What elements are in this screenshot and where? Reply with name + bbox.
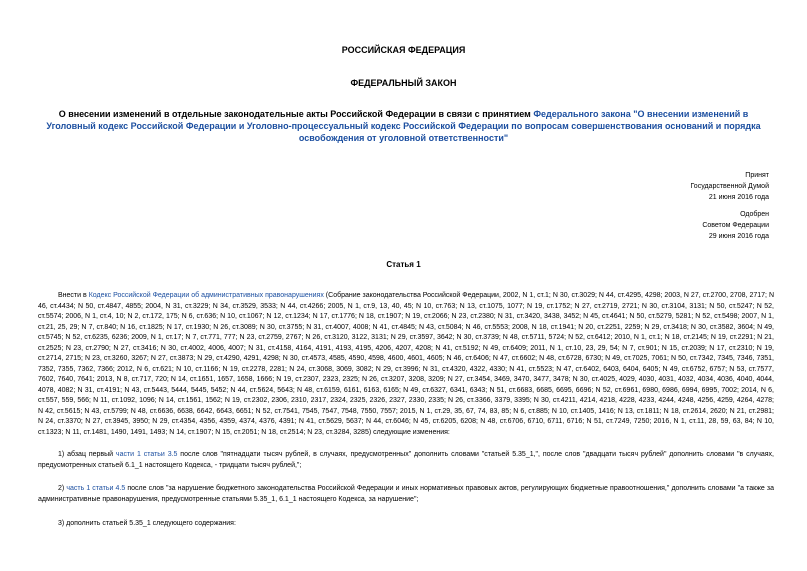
intro-prefix: Внести в (58, 292, 89, 299)
accepted-label: Принят (745, 172, 769, 179)
adoption-accepted (690, 170, 769, 203)
article-item-2 (38, 484, 774, 505)
article-item-1 (38, 450, 774, 471)
law-type-heading: ФЕДЕРАЛЬНЫЙ ЗАКОН (350, 78, 457, 88)
item2-body: после слов "за нарушение бюджетного законодательства Российской Федерации и иных нормативных правовых актов, регулирующих бюджетные правоотношения," дополнить словами "а также за административные правонарушения, предусмотренные статьями 5.35_1, 6.1_1 настоящего Кодекса, за нарушение"; (38, 485, 774, 503)
country-heading: РОССИЙСКАЯ ФЕДЕРАЦИЯ (341, 45, 466, 55)
accepted-date: 21 июня 2016 года (708, 194, 769, 201)
law-title (35, 108, 772, 144)
adoption-approved (702, 209, 769, 242)
approved-label: Одобрен (740, 211, 769, 218)
item2-link[interactable]: часть 1 статьи 4.5 (66, 485, 126, 492)
koap-link[interactable]: Кодекс Российской Федерации об административных правонарушениях (88, 292, 324, 299)
item1-prefix: 1) абзац первый (58, 451, 116, 458)
intro-body: (Собрание законодательства Российской Федерации, 2002, N 1, ст.1; N 30, ст.3029; N 44, ст.4295, 4298; 2003, N 27, ст.2700, 2708, 2717; N 46, ст.4434; N 50, ст.4847, 4855; 2004, N 31, ст.3229; N 34, ст.3529, 3533; N 44, ст.4266; 2005, N 1, ст.9, 13, 40, 45; N 10, ст.763; N 13, ст.1075, 1077; N 19, ст.1752; N 27, ст.2719, 2721; N 30, ст.3104, 3131; N 50, ст.5247; N 52, ст.5574; 2006, N 1, ст.4, 10; N 2, ст.172, 175; N 6, ст.636; N 10, ст.1067; N 12, ст.1234; N 17, ст.1776; N 18, ст.1907; N 19, ст.2066; N 23, ст.2380; N 31, ст.3420, 3438, 3452; N 45, ст.4641; N 50, ст.5279, 5281; N 52, ст.5498; 2007, N 1, ст.21, 25, 29; N 7, ст.840; N 16, ст.1825; N 17, ст.1930; N 26, ст.3089; N 30, ст.3755; N 31, ст.4007, 4008; N 41, ст.4845; N 43, ст.5084; N 46, ст.5553; 2008, N 18, ст.1941; N 20, ст.2251, 2259; N 29, ст.3418; N 30, ст.3582, 3604; N 49, ст.5745; N 52, ст.6235, 6236; 2009, N 1, ст.17; N 7, ст.771, 777; N 23, ст.2759, 2767; N 26, ст.3120, 3122, 3131; N 29, ст.3597, 3642; N 30, ст.3739; N 48, ст.5711, 5724; N 52, ст.6412; 2010, N 1, ст.1; N 18, ст.2145; N 19, ст.2291; N 21, ст.2525; N 23, ст.2790; N 27, ст.3416; N 30, ст.4002, 4006, 4007; N 31, ст.4158, 4164, 4191, 4193, 4195, 4206, 4207, 4208; N 41, ст.5192; N 49, ст.6409; 2011, N 1, ст.10, 23, 29, 54; N 7, ст.901; N 15, ст.2039; N 17, ст.2310; N 19, ст.2714, 2715; N 23, ст.3260, 3267; N 27, ст.3873; N 29, ст.4290, 4291, 4298; N 30, ст.4573, 4585, 4590, 4598, 4600, 4601, 4605; N 46, ст.6406; N 47, ст.6602; N 48, ст.6728, 6730; N 49, ст.7025, 7061; N 50, ст.7342, 7345, 7346, 7351, 7352, 7355, 7362, 7366; 2012, N 6, ст.621; N 10, ст.1166; N 19, ст.2278, 2281; N 24, ст.3068, 3069, 3082; N 29, ст.3996; N 31, ст.4320, 4322, 4330; N 41, ст.5523; N 47, ст.6402, 6403, 6404, 6405; N 49, ст.6752, 6757; N 53, ст.7577, 7602, 7640, 7641; 2013, N 8, ст.717, 720; N 14, ст.1651, 1657, 1658, 1666; N 19, ст.2307, 2323, 2325; N 26, ст.3207, 3208, 3209; N 27, ст.3454, 3469, 3470, 3477, 3478; N 30, ст.4025, 4029, 4030, 4031, 4032, 4034, 4036, 4040, 4044, 4078, 4082; N 31, ст.4191; N 43, ст.5443, 5444, 5445, 5452; N 44, ст.5624, 5643; N 48, ст.6159, 6161, 6163, 6165; N 49, ст.6327, 6341, 6343; N 51, ст.6683, 6685, 6695, 6696; N 52, ст.6961, 6980, 6986, 6994, 6995, 7002; 2014, N 6, ст.557, 559, 566; N 11, ст.1092, 1096; N 14, ст.1561, 1562; N 19, ст.2302, 2306, 2310, 2317, 2324, 2325, 2326, 2327, 2330, 2335; N 26, ст.3366, 3379, 3395; N 30, ст.4211, 4214, 4218, 4228, 4233, 4244, 4248, 4256, 4259, 4264, 4278; N 42, ст.5615; N 43, ст.5799; N 48, ст.6636, 6638, 6642, 6643, 6651; N 52, ст.7541, 7545, 7547, 7548, 7550, 7557; 2015, N 1, ст.29, 35, 67, 74, 83, 85; N 6, ст.885; N 10, ст.1405, 1416; N 13, ст.1811; N 18, ст.2614, 2620; N 21, ст.2981; N 24, ст.3370; N 27, ст.3945, 3950; N 29, ст.4354, 4356, 4359, 4374, 4376, 4391; N 41, ст.5629, 5637; N 44, ст.6046; N 45, ст.6205, 6208; N 48, ст.6706, 6710, 6711, 6716; N 51, ст.7249, 7250; 2016, N 1, ст.11, 28, 59, 63, 84; N 10, ст.1323; N 11, ст.1481, 1490, 1491, 1493; N 14, ст.1907; N 15, ст.2051; N 18, ст.2514; N 23, ст.3284, 3285) следующие изменения: (38, 292, 775, 436)
accepted-body: Государственной Думой (690, 183, 769, 190)
approved-date: 29 июня 2016 года (708, 233, 769, 240)
article-heading: Статья 1 (386, 260, 421, 269)
law-title-prefix: О внесении изменений в отдельные законодательные акты Российской Федерации в связи с принятием (58, 109, 534, 119)
item2-prefix: 2) (58, 485, 67, 492)
item1-link[interactable]: части 1 статьи 3.5 (115, 451, 178, 458)
article-item-3: 3) дополнить статьей 5.35_1 следующего содержания: (58, 520, 236, 527)
law-title-link[interactable]: Федерального закона "О внесении изменений в Уголовный кодекс Российской Федерации и Уголовно-процессуальный кодекс Российской Федерации по вопросам совершенствования оснований и порядка освобождения от уголовной ответственности" (46, 109, 761, 143)
article-intro-paragraph (38, 291, 774, 438)
approved-body: Советом Федерации (702, 222, 769, 229)
item1-body: после слов "пятнадцати тысяч рублей, в случаях, предусмотренных" дополнить словами "статьей 5.35_1,", после слов "двадцати тысяч рублей" дополнить словами "в случаях, предусмотренных статьей 6.1_1 настоящего Кодекса, - тридцати тысяч рублей,"; (38, 451, 774, 469)
